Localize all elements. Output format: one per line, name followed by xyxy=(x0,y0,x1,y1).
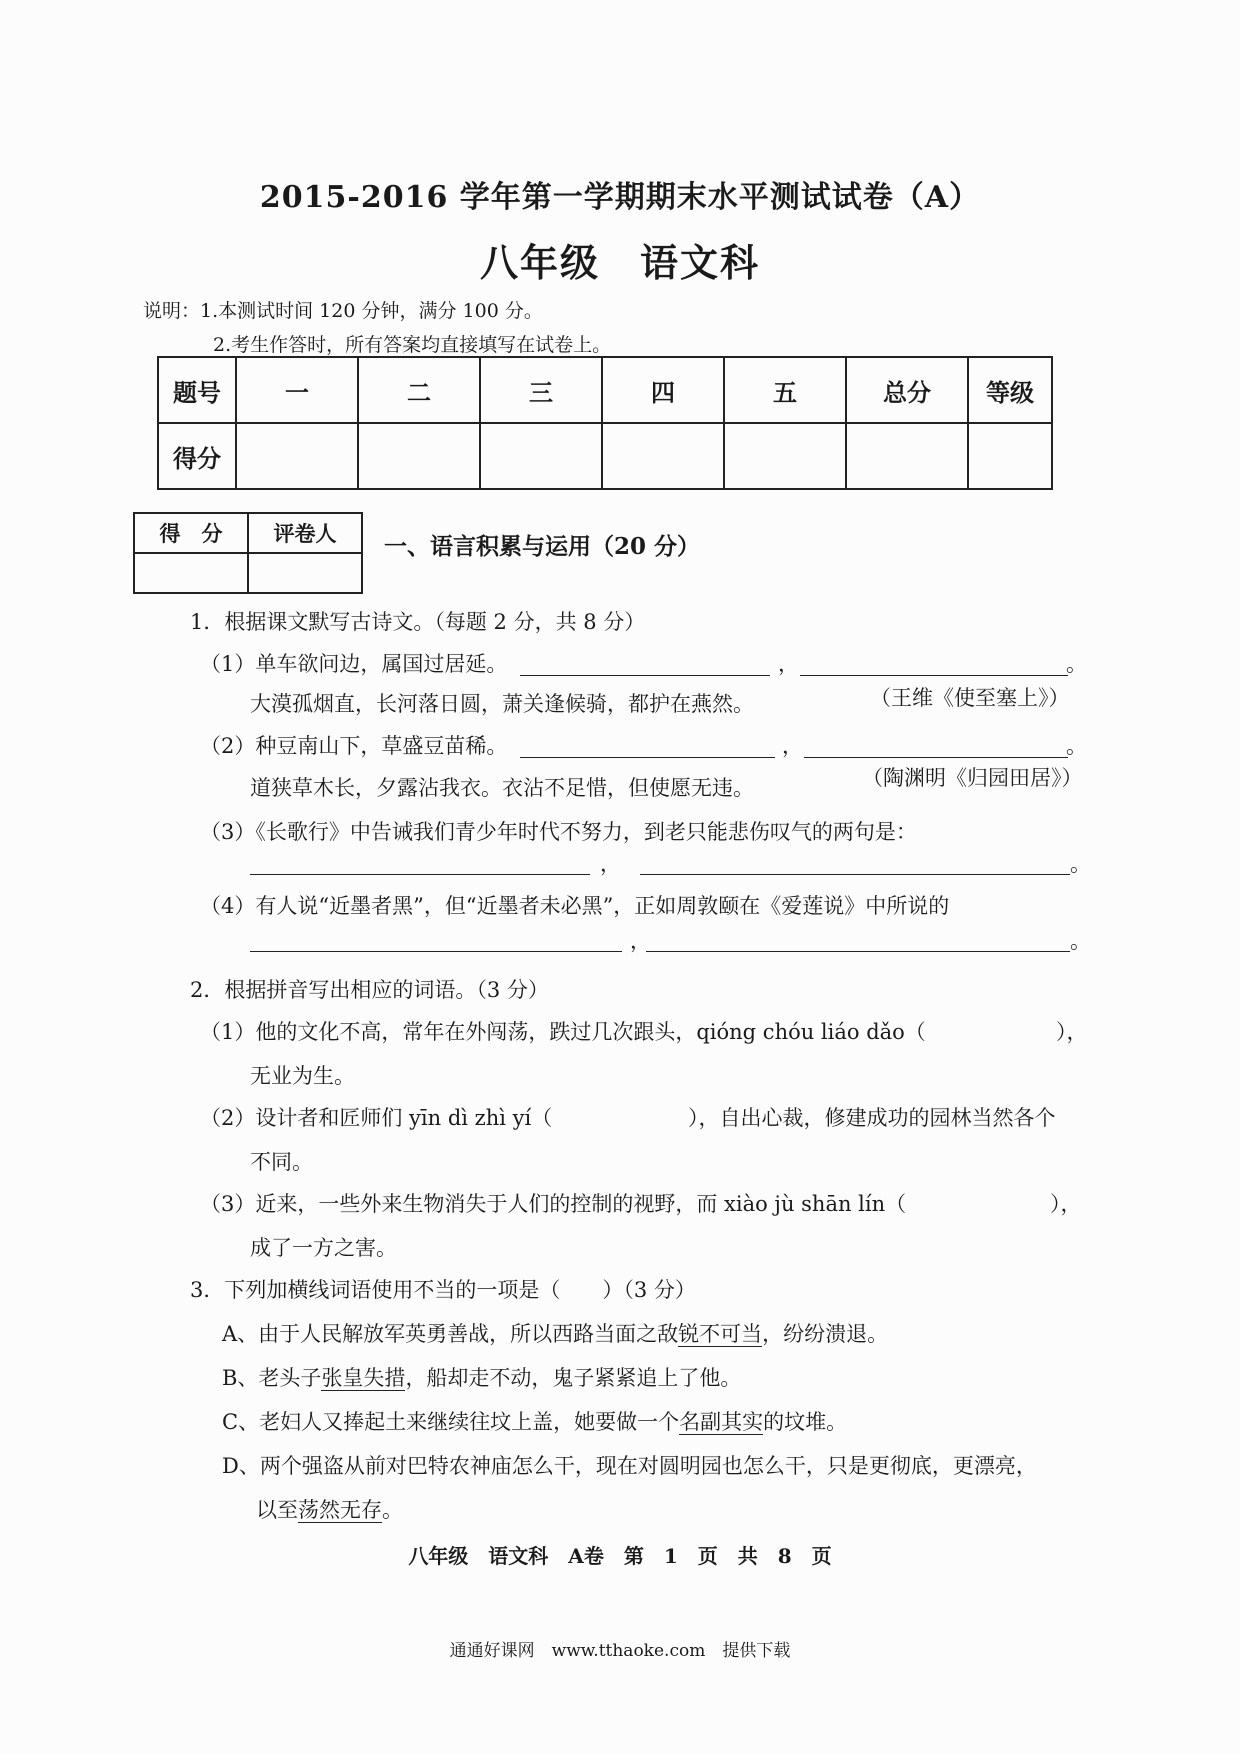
score-table-score-row xyxy=(158,423,1052,489)
score-cell[interactable] xyxy=(846,423,968,489)
download-credit: 通通好课网 www.tthaoke.com 提供下载 xyxy=(449,1641,791,1661)
q1-p1-source: （王维《使至塞上》） xyxy=(870,686,1070,710)
q3-option-a-text: A、由于人民解放军英勇善战，所以西路当面之敌 xyxy=(222,1322,679,1346)
q1-p2-blank-2[interactable] xyxy=(804,757,1068,758)
q1-comma: ， xyxy=(778,652,799,676)
q1-p1-blank-2[interactable] xyxy=(800,675,1068,676)
q1-p1-blank-1[interactable] xyxy=(520,675,770,676)
q1-comma: ， xyxy=(600,852,621,876)
score-cell[interactable] xyxy=(236,423,358,489)
q1-p3: （3）《长歌行》中告诫我们青少年时代不努力，到老只能悲伤叹气的两句是： xyxy=(200,820,917,844)
score-header-cell: 一 xyxy=(236,357,358,423)
q1-p2-source: （陶渊明《归园田居》） xyxy=(862,766,1083,790)
grader-score-cell[interactable] xyxy=(134,553,248,593)
q2-p2-paren-close: ），自出心裁，修建成功的园林当然各个 xyxy=(688,1106,1056,1130)
page-footer: 八年级 语文科 A卷 第 1 页 共 8 页 xyxy=(408,1544,832,1568)
q3-option-b xyxy=(222,1362,741,1392)
score-table-header-row xyxy=(158,357,1052,423)
q3-option-c-underlined: 名副其实 xyxy=(679,1410,764,1434)
q2-p2-line-b: 不同。 xyxy=(250,1150,313,1174)
q2-p3-line-a: （3）近来，一些外来生物消失于人们的控制的视野，而 xiào jù shān lín（ xyxy=(200,1192,907,1216)
q3-option-d-line-1: D、两个强盗从前对巴特农神庙怎么干，现在对圆明园也怎么干，只是更彻底，更漂亮， xyxy=(222,1454,1037,1478)
exam-subtitle: 八年级 语文科 xyxy=(479,240,760,285)
q1-p1-line-a: （1）单车欲问边，属国过居延。 xyxy=(200,652,508,676)
score-header-cell: 总分 xyxy=(846,357,968,423)
score-cell[interactable] xyxy=(480,423,602,489)
q2-p3-paren-close: ）， xyxy=(1050,1192,1082,1216)
grader-table xyxy=(133,512,363,594)
score-cell[interactable] xyxy=(358,423,480,489)
q3-option-a-text-end: ，纷纷溃退。 xyxy=(762,1322,889,1346)
score-header-cell: 二 xyxy=(358,357,480,423)
score-row-label: 得分 xyxy=(158,423,236,489)
q3-option-d-text-end: 。 xyxy=(382,1498,403,1522)
q1-p2-line-a: （2）种豆南山下，草盛豆苗稀。 xyxy=(200,734,508,758)
q1-p4-blank-1[interactable] xyxy=(250,951,622,952)
q3-title: 3．下列加横线词语使用不当的一项是（ ）（3 分） xyxy=(190,1278,696,1302)
q1-p2-line-b: 道狭草木长，夕露沾我衣。衣沾不足惜，但使愿无违。 xyxy=(250,776,754,800)
score-table xyxy=(157,356,1053,490)
section-title: 一、语言积累与运用（20 分） xyxy=(384,533,701,560)
exam-title: 2015-2016 学年第一学期期末水平测试试卷（A） xyxy=(259,180,981,215)
q1-period: 。 xyxy=(1070,852,1091,876)
grader-marker-cell[interactable] xyxy=(248,553,362,593)
q3-option-d-underlined: 荡然无存 xyxy=(298,1498,382,1522)
q3-option-b-underlined: 张皇失措 xyxy=(321,1366,406,1390)
score-cell[interactable] xyxy=(968,423,1052,489)
q2-p1-paren-close: ）， xyxy=(1056,1020,1088,1044)
q1-p3-blank-2[interactable] xyxy=(640,874,1070,875)
score-header-cell: 五 xyxy=(724,357,846,423)
q1-period: 。 xyxy=(1070,929,1091,953)
q1-period: 。 xyxy=(1066,652,1087,676)
q1-p4: （4）有人说“近墨者黑”，但“近墨者未必黑”，正如周敦颐在《爱莲说》中所说的 xyxy=(200,894,950,918)
score-header-cell: 四 xyxy=(602,357,724,423)
grader-header-marker: 评卷人 xyxy=(248,513,362,553)
q1-period: 。 xyxy=(1066,734,1087,758)
q1-comma: ， xyxy=(630,929,651,953)
note-line-2: 2.考生作答时，所有答案均直接填写在试卷上。 xyxy=(213,334,612,356)
q1-p4-blank-2[interactable] xyxy=(646,951,1070,952)
q3-option-c-text: C、老妇人又捧起土来继续往坟上盖，她要做一个 xyxy=(222,1410,680,1434)
q3-option-d-text: 以至 xyxy=(256,1498,298,1522)
q1-p1-line-b: 大漠孤烟直，长河落日圆，萧关逢候骑，都护在燕然。 xyxy=(250,692,754,716)
q3-option-d-line-2 xyxy=(256,1494,403,1524)
q1-p3-blank-1[interactable] xyxy=(250,874,590,875)
score-header-cell: 题号 xyxy=(158,357,236,423)
grader-header-score: 得 分 xyxy=(134,513,248,553)
q2-title: 2．根据拼音写出相应的词语。（3 分） xyxy=(190,978,549,1002)
q2-p2-line-a: （2）设计者和匠师们 yīn dì zhì yí（ xyxy=(200,1106,553,1130)
q3-option-c-text-end: 的坟堆。 xyxy=(763,1410,848,1434)
score-cell[interactable] xyxy=(724,423,846,489)
q3-option-a-underlined: 锐不可当 xyxy=(678,1322,763,1346)
q3-option-c xyxy=(222,1406,847,1436)
score-header-cell: 三 xyxy=(480,357,602,423)
q2-p3-line-b: 成了一方之害。 xyxy=(250,1236,397,1260)
q2-p1-line-b: 无业为生。 xyxy=(250,1064,355,1088)
note-line-1: 说明：1.本测试时间 120 分钟，满分 100 分。 xyxy=(143,300,543,322)
q1-comma: ， xyxy=(782,734,803,758)
score-cell[interactable] xyxy=(602,423,724,489)
q2-p1-line-a: （1）他的文化不高，常年在外闯荡，跌过几次跟头，qióng chóu liáo dǎo（ xyxy=(200,1020,926,1044)
q3-option-b-text: B、老头子 xyxy=(222,1366,322,1390)
q1-p2-blank-1[interactable] xyxy=(520,757,775,758)
q3-option-a xyxy=(222,1318,888,1348)
q3-option-b-text-end: ，船却走不动，鬼子紧紧追上了他。 xyxy=(405,1366,742,1390)
q1-title: 1．根据课文默写古诗文。（每题 2 分，共 8 分） xyxy=(190,610,646,634)
score-header-cell: 等级 xyxy=(968,357,1052,423)
